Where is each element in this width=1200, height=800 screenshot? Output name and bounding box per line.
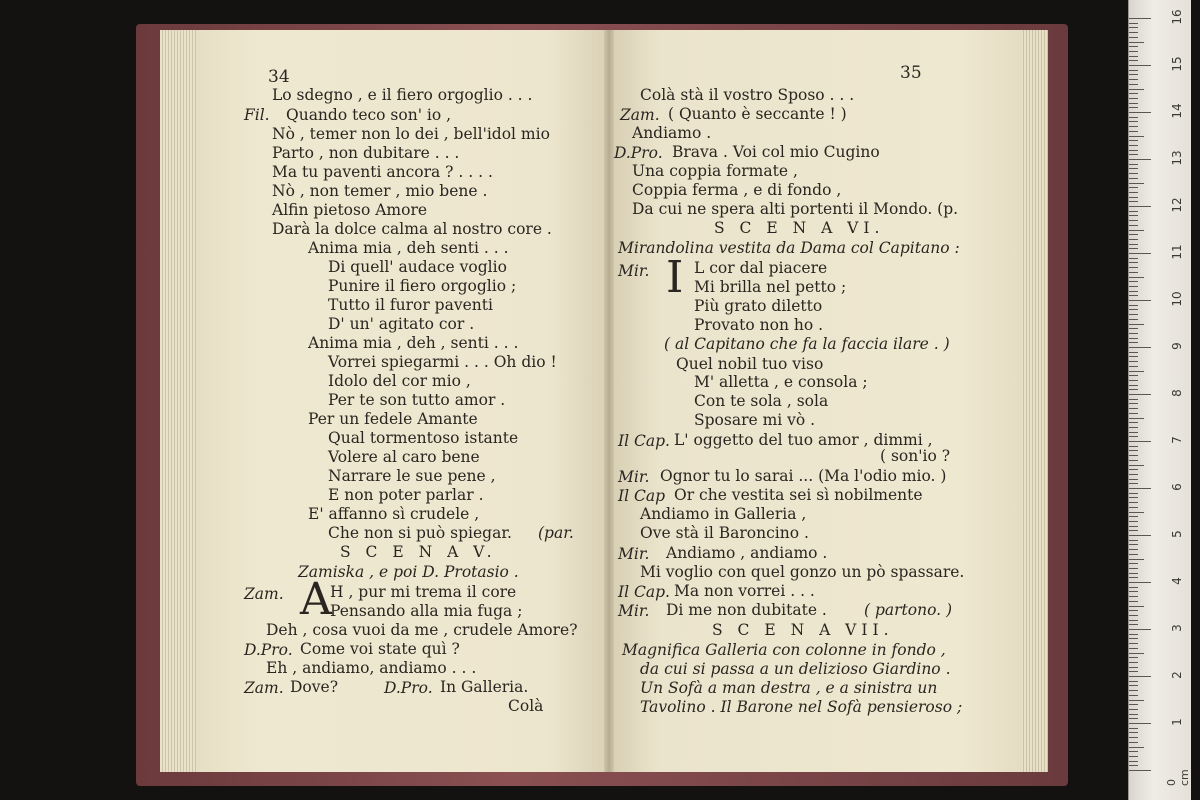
ruler-tick <box>1129 93 1138 94</box>
ruler-tick <box>1129 385 1138 386</box>
text-line: Tutto il furor paventi <box>328 296 493 314</box>
text-line: Andiamo , andiamo . <box>666 544 828 562</box>
ruler-label: 12 <box>1170 197 1184 213</box>
ruler-tick <box>1129 159 1151 160</box>
text-line: Di quell' audace voglio <box>328 258 507 276</box>
ruler-tick <box>1129 361 1138 362</box>
ruler-tick <box>1129 446 1138 447</box>
ruler-tick <box>1129 610 1138 611</box>
speaker-label: Zam. <box>620 106 660 124</box>
stage-direction: ( partono. ) <box>864 601 953 619</box>
text-line: Eh , andiamo, andiamo . . . <box>266 659 477 677</box>
ruler-tick <box>1129 568 1138 569</box>
ruler-tick <box>1129 629 1151 630</box>
scene-description: Un Sofà a man destra , e a sinistra un <box>640 679 938 697</box>
ruler-tick <box>1129 591 1138 592</box>
ruler-tick <box>1129 418 1144 419</box>
ruler-tick <box>1129 192 1138 193</box>
scene-heading: S C E N A VI. <box>714 219 885 237</box>
ruler-tick <box>1129 643 1138 644</box>
ruler-tick <box>1129 413 1138 414</box>
ruler-tick <box>1129 497 1138 498</box>
ruler-tick <box>1129 554 1138 555</box>
ruler-tick <box>1129 211 1138 212</box>
text-line: Anima mia , deh , senti . . . <box>308 334 519 352</box>
ruler-tick <box>1129 544 1138 545</box>
speaker-label: Zam. <box>244 585 284 603</box>
ruler-label: 9 <box>1170 342 1184 350</box>
text-line: Ove stà il Baroncino . <box>640 524 809 542</box>
text-line: Parto , non dubitare . . . <box>272 144 460 162</box>
ruler-tick <box>1129 756 1138 757</box>
ruler-tick <box>1129 277 1144 278</box>
ruler-label: 8 <box>1170 389 1184 397</box>
text-line: Deh , cosa vuoi da me , crudele Amore? <box>266 621 578 639</box>
ruler-tick <box>1129 657 1138 658</box>
ruler-tick <box>1129 530 1138 531</box>
ruler-tick <box>1129 206 1151 207</box>
ruler-tick <box>1129 403 1138 404</box>
ruler-tick <box>1129 140 1138 141</box>
ruler-tick <box>1129 300 1151 301</box>
ruler-tick <box>1129 267 1138 268</box>
ruler-tick <box>1129 356 1138 357</box>
ruler-tick <box>1129 42 1144 43</box>
ruler-tick <box>1129 32 1138 33</box>
speaker-label: Il Cap. <box>618 432 670 450</box>
ruler-label: 3 <box>1170 624 1184 632</box>
ruler-tick <box>1129 549 1138 550</box>
ruler-tick <box>1129 220 1138 221</box>
ruler-tick <box>1129 559 1144 560</box>
text-line: Brava . Voi col mio Cugino <box>672 143 880 161</box>
ruler-tick <box>1129 60 1138 61</box>
ruler-tick <box>1129 168 1138 169</box>
ruler-tick <box>1129 761 1138 762</box>
text-line: Alfin pietoso Amore <box>272 201 428 219</box>
ruler-tick <box>1129 84 1138 85</box>
ruler-label: 14 <box>1170 103 1184 119</box>
ruler-tick <box>1129 234 1138 235</box>
ruler-label: 6 <box>1170 483 1184 491</box>
scene-heading: S C E N A VII. <box>712 621 894 639</box>
ruler-tick <box>1129 700 1144 701</box>
speaker-label: Fil. <box>244 106 270 124</box>
ruler-tick <box>1129 65 1151 66</box>
text-line: D' un' agitato cor . <box>328 315 475 333</box>
speaker-label: D.Pro. <box>614 144 663 162</box>
ruler-tick <box>1129 521 1138 522</box>
ruler-unit-label: 0 cm <box>1165 769 1191 786</box>
ruler-tick <box>1129 765 1138 766</box>
ruler-tick <box>1129 89 1144 90</box>
ruler-tick <box>1129 737 1138 738</box>
text-line: L' oggetto del tuo amor , dimmi , <box>674 431 933 449</box>
ruler-tick <box>1129 107 1138 108</box>
scene-characters: Zamiska , e poi D. Protasio . <box>298 563 519 581</box>
ruler-tick <box>1129 183 1144 184</box>
ruler-tick <box>1129 582 1151 583</box>
ruler-tick <box>1129 770 1151 771</box>
ruler-tick <box>1129 690 1138 691</box>
ruler-tick <box>1129 479 1138 480</box>
ruler-tick <box>1129 291 1138 292</box>
ruler-tick <box>1129 253 1151 254</box>
ruler-tick <box>1129 681 1138 682</box>
ruler-tick <box>1129 507 1138 508</box>
ruler-tick <box>1129 366 1138 367</box>
ruler-tick <box>1129 309 1138 310</box>
ruler-tick <box>1129 173 1138 174</box>
ruler-tick <box>1129 606 1144 607</box>
text-line: Andiamo . <box>632 124 712 142</box>
ruler-tick <box>1129 150 1138 151</box>
text-line: Nò , non temer , mio bene . <box>272 182 488 200</box>
ruler-tick <box>1129 601 1138 602</box>
ruler-tick <box>1129 704 1138 705</box>
speaker-label: D.Pro. <box>384 679 433 697</box>
text-line: Lo sdegno , e il fiero orgoglio . . . <box>272 86 533 104</box>
text-line: Volere al caro bene <box>328 448 480 466</box>
text-line: In Galleria. <box>440 678 529 696</box>
ruler-tick <box>1129 432 1138 433</box>
ruler-tick <box>1129 262 1138 263</box>
ruler-tick <box>1129 653 1144 654</box>
ruler-tick <box>1129 126 1138 127</box>
ruler-tick <box>1129 295 1138 296</box>
ruler-tick <box>1129 371 1144 372</box>
ruler-tick <box>1129 121 1138 122</box>
ruler-tick <box>1129 535 1151 536</box>
ruler-tick <box>1129 465 1144 466</box>
ruler-tick <box>1129 422 1138 423</box>
ruler-tick <box>1129 27 1138 28</box>
catchword: Colà <box>508 697 544 715</box>
ruler-tick <box>1129 483 1138 484</box>
ruler-tick <box>1129 51 1138 52</box>
ruler-tick <box>1129 450 1138 451</box>
text-line: Mi voglio con quel gonzo un pò spassare. <box>640 563 965 581</box>
speaker-label: Il Cap. <box>618 583 670 601</box>
ruler-tick <box>1129 620 1138 621</box>
ruler-label: 2 <box>1170 671 1184 679</box>
ruler-tick <box>1129 117 1138 118</box>
ruler-tick <box>1129 98 1138 99</box>
ruler-tick <box>1129 197 1138 198</box>
ruler-tick <box>1129 23 1138 24</box>
text-line: Vorrei spiegarmi . . . Oh dio ! <box>328 353 557 371</box>
ruler-tick <box>1129 662 1138 663</box>
ruler-tick <box>1129 215 1138 216</box>
ruler-tick <box>1129 516 1138 517</box>
stage-direction: (par. <box>538 524 574 542</box>
ruler-label: 1 <box>1170 718 1184 726</box>
text-line: L cor dal piacere <box>694 259 828 277</box>
ruler-tick <box>1129 747 1144 748</box>
ruler-tick <box>1129 79 1138 80</box>
scene-description: Tavolino . Il Barone nel Sofà pensieroso ; <box>640 698 963 716</box>
text-line: Dove? <box>290 678 338 696</box>
ruler-tick <box>1129 328 1138 329</box>
text-line: Una coppia formate , <box>632 162 798 180</box>
ruler-tick <box>1129 375 1138 376</box>
ruler-tick <box>1129 427 1138 428</box>
ruler-tick <box>1129 389 1138 390</box>
ruler-tick <box>1129 272 1138 273</box>
speaker-label: Mir. <box>618 545 650 563</box>
ruler-tick <box>1129 286 1138 287</box>
drop-cap: A <box>300 574 332 625</box>
text-line: Quando teco son' io , <box>286 106 452 124</box>
book-gutter <box>604 30 614 772</box>
ruler-label: 4 <box>1170 577 1184 585</box>
text-line: Or che vestita sei sì nobilmente <box>674 486 923 504</box>
ruler-tick <box>1129 131 1138 132</box>
speaker-label: Mir. <box>618 602 650 620</box>
text-line: Con te sola , sola <box>694 392 829 410</box>
ruler-tick <box>1129 671 1138 672</box>
ruler-tick <box>1129 455 1138 456</box>
ruler-tick <box>1129 338 1138 339</box>
ruler-tick <box>1129 732 1138 733</box>
ruler-tick <box>1129 474 1138 475</box>
ruler-tick <box>1129 563 1138 564</box>
text-line: H , pur mi trema il core <box>330 583 517 601</box>
ruler-tick <box>1129 493 1138 494</box>
text-line: Mi brilla nel petto ; <box>694 278 847 296</box>
ruler-tick <box>1129 441 1151 442</box>
ruler-tick <box>1129 103 1138 104</box>
text-line: Colà stà il vostro Sposo . . . <box>640 86 855 104</box>
text-line: Ognor tu lo sarai ... (Ma l'odio mio. ) <box>660 467 947 485</box>
ruler-tick <box>1129 347 1151 348</box>
ruler-tick <box>1129 460 1138 461</box>
ruler-label: 7 <box>1170 436 1184 444</box>
drop-cap: I <box>666 252 684 303</box>
ruler-tick <box>1129 577 1138 578</box>
ruler-tick <box>1129 239 1138 240</box>
ruler-tick <box>1129 596 1138 597</box>
ruler-tick <box>1129 751 1138 752</box>
ruler-tick <box>1129 587 1138 588</box>
text-line: Più grato diletto <box>694 297 823 315</box>
ruler-tick <box>1129 638 1138 639</box>
ruler-tick <box>1129 46 1138 47</box>
ruler-tick <box>1129 728 1138 729</box>
ruler-tick <box>1129 469 1138 470</box>
ruler-tick <box>1129 685 1138 686</box>
ruler-tick <box>1129 667 1138 668</box>
text-line: Per un fedele Amante <box>308 410 478 428</box>
text-line: Da cui ne spera alti portenti il Mondo. (p. <box>632 200 959 218</box>
ruler-tick <box>1129 164 1138 165</box>
ruler-tick <box>1129 56 1138 57</box>
text-line: Andiamo in Galleria , <box>640 505 807 523</box>
speaker-label: Mir. <box>618 468 650 486</box>
ruler-tick <box>1129 342 1138 343</box>
ruler-tick <box>1129 723 1151 724</box>
ruler-tick <box>1129 394 1151 395</box>
ruler-tick <box>1129 624 1138 625</box>
speaker-label: Il Cap <box>618 487 666 505</box>
ruler-tick <box>1129 512 1144 513</box>
ruler-tick <box>1129 488 1151 489</box>
ruler-tick <box>1129 319 1138 320</box>
text-line: Di me non dubitate . <box>666 601 827 619</box>
ruler-tick <box>1129 634 1138 635</box>
text-line: Idolo del cor mio , <box>328 372 471 390</box>
ruler-tick <box>1129 742 1138 743</box>
ruler-label: 13 <box>1170 150 1184 166</box>
measurement-ruler <box>1128 0 1191 800</box>
text-line: Anima mia , deh senti . . . <box>308 239 509 257</box>
text-line: Per te son tutto amor . <box>328 391 506 409</box>
ruler-tick <box>1129 70 1138 71</box>
ruler-tick <box>1129 695 1138 696</box>
text-line: ( son'io ? <box>880 447 951 465</box>
ruler-tick <box>1129 709 1138 710</box>
scene-characters: Mirandolina vestita da Dama col Capitano : <box>618 239 960 257</box>
ruler-tick <box>1129 305 1138 306</box>
ruler-tick <box>1129 540 1138 541</box>
text-line: Come voi state quì ? <box>300 640 460 658</box>
ruler-tick <box>1129 281 1138 282</box>
page-number-left: 34 <box>268 67 290 87</box>
ruler-label: 5 <box>1170 530 1184 538</box>
speaker-label: Zam. <box>244 679 284 697</box>
text-line: Che non si può spiegar. <box>328 524 512 542</box>
ruler-tick <box>1129 145 1138 146</box>
text-line: Qual tormentoso istante <box>328 429 519 447</box>
ruler-tick <box>1129 399 1138 400</box>
ruler-tick <box>1129 333 1138 334</box>
text-line: Quel nobil tuo viso <box>676 355 824 373</box>
text-line: Pensando alla mia fuga ; <box>330 602 523 620</box>
ruler-tick <box>1129 201 1138 202</box>
text-line: M' alletta , e consola ; <box>694 373 868 391</box>
ruler-tick <box>1129 718 1138 719</box>
left-page-edges <box>160 30 200 772</box>
ruler-tick <box>1129 18 1151 19</box>
text-line: Ma non vorrei . . . <box>674 582 815 600</box>
ruler-tick <box>1129 573 1138 574</box>
text-line: Darà la dolce calma al nostro core . <box>272 220 552 238</box>
text-line: Narrare le sue pene , <box>328 467 496 485</box>
text-line: Coppia ferma , e di fondo , <box>632 181 842 199</box>
ruler-tick <box>1129 37 1138 38</box>
ruler-tick <box>1129 244 1138 245</box>
text-line: ( Quanto è seccante ! ) <box>668 105 847 123</box>
ruler-tick <box>1129 314 1138 315</box>
ruler-tick <box>1129 676 1151 677</box>
text-line: Ma tu paventi ancora ? . . . . <box>272 163 493 181</box>
text-line: Nò , temer non lo dei , bell'idol mio <box>272 125 550 143</box>
text-line: Provato non ho . <box>694 316 824 334</box>
ruler-tick <box>1129 324 1144 325</box>
ruler-label: 11 <box>1170 244 1184 260</box>
right-page-edges <box>1018 30 1048 772</box>
ruler-tick <box>1129 112 1151 113</box>
ruler-tick <box>1129 136 1144 137</box>
ruler-tick <box>1129 258 1138 259</box>
ruler-tick <box>1129 615 1138 616</box>
ruler-tick <box>1129 526 1138 527</box>
stage-direction: ( al Capitano che fa la faccia ilare . ) <box>664 335 950 353</box>
ruler-tick <box>1129 74 1138 75</box>
ruler-tick <box>1129 187 1138 188</box>
scene-heading: S C E N A V. <box>340 543 497 561</box>
speaker-label: Mir. <box>618 262 650 280</box>
ruler-tick <box>1129 408 1138 409</box>
ruler-tick <box>1129 178 1138 179</box>
ruler-tick <box>1129 225 1138 226</box>
scene-description: Magnifica Galleria con colonne in fondo , <box>622 641 946 659</box>
page-number-right: 35 <box>900 63 922 83</box>
ruler-tick <box>1129 230 1144 231</box>
text-line: Punire il fiero orgoglio ; <box>328 277 517 295</box>
ruler-label: 10 <box>1170 291 1184 307</box>
text-line: E non poter parlar . <box>328 486 484 504</box>
ruler-tick <box>1129 248 1138 249</box>
ruler-tick <box>1129 648 1138 649</box>
scene-description: da cui si passa a un delizioso Giardino . <box>640 660 951 678</box>
ruler-tick <box>1129 436 1138 437</box>
text-line: Sposare mi vò . <box>694 411 816 429</box>
ruler-label: 16 <box>1170 9 1184 25</box>
ruler-tick <box>1129 352 1138 353</box>
text-line: E' affanno sì crudele , <box>308 505 480 523</box>
ruler-tick <box>1129 380 1138 381</box>
ruler-tick <box>1129 502 1138 503</box>
ruler-label: 15 <box>1170 56 1184 72</box>
speaker-label: D.Pro. <box>244 641 293 659</box>
ruler-tick <box>1129 714 1138 715</box>
ruler-tick <box>1129 154 1138 155</box>
